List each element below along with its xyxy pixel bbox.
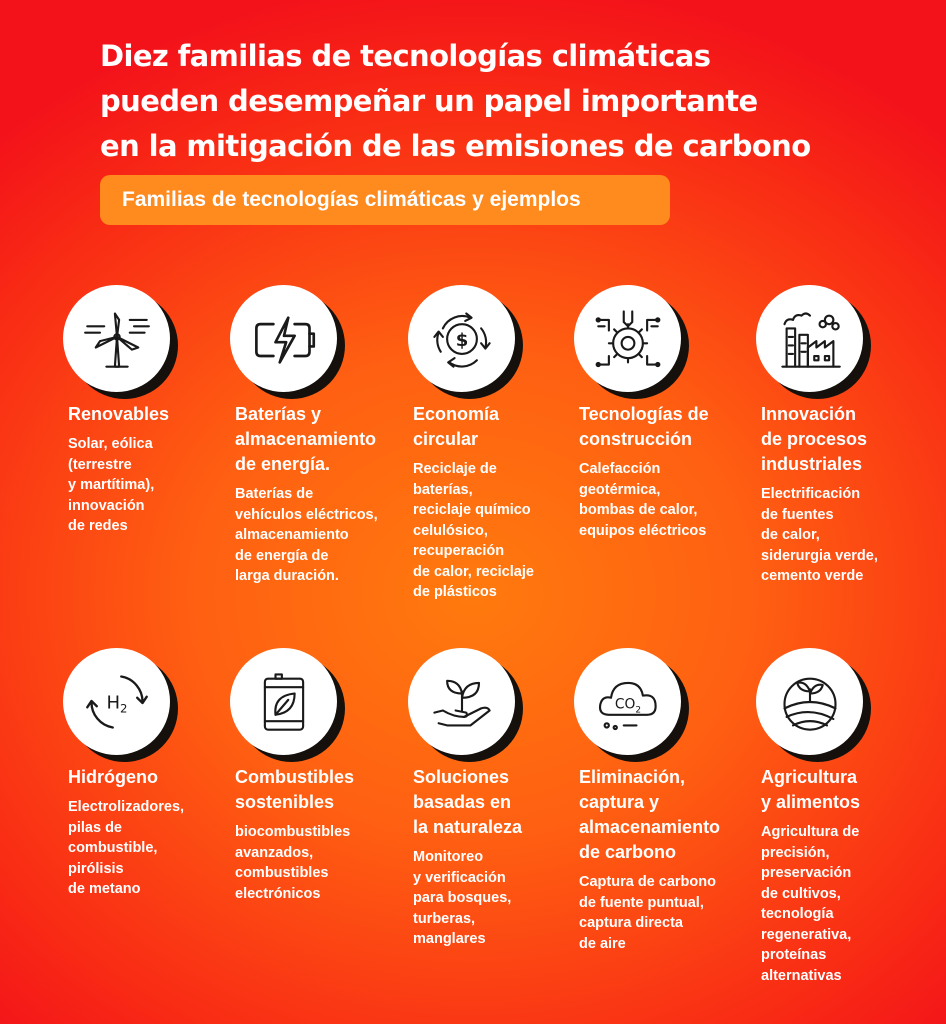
item-description-line: de energía de — [235, 547, 329, 564]
icon-badge — [408, 285, 520, 397]
item-description-line: de fuentes — [761, 506, 834, 523]
plant-hand-icon — [408, 648, 515, 755]
item-description-line: de plásticos — [413, 584, 497, 600]
item-description-line: Baterías de — [235, 486, 314, 502]
item-description-line: de metano — [68, 881, 141, 897]
item-description-line: y martítima), — [68, 477, 155, 493]
item-description-line: para bosques, — [413, 890, 512, 906]
title-line: pueden desempeñar un papel importante — [100, 84, 758, 118]
item-description-line: vehículos eléctricos, — [235, 506, 378, 523]
item-description-line: equipos eléctricos — [579, 522, 707, 539]
co2-cloud-icon — [574, 648, 681, 755]
item-title-line: Baterías y — [235, 404, 322, 424]
item-description — [235, 484, 417, 587]
item-description-line: celulósico, — [413, 522, 488, 539]
item-title — [413, 402, 593, 452]
item-description-line: Calefacción — [579, 461, 661, 477]
item-description-line: combustible, — [68, 840, 158, 856]
item-title — [579, 765, 759, 865]
item-description-line: Solar, eólica — [68, 436, 153, 452]
item-title-line: Combustibles — [235, 767, 355, 787]
item-description-line: combustibles — [235, 865, 329, 881]
item-description-line: Reciclaje de — [413, 461, 497, 477]
icon-badge — [63, 285, 175, 397]
item-description-line: Electrificación — [761, 486, 861, 502]
item-title-line: industriales — [761, 454, 863, 474]
item-description-line: reciclaje químico — [413, 502, 531, 518]
icon-badge — [408, 648, 520, 760]
item-title — [761, 402, 941, 477]
item-description — [68, 434, 250, 537]
item-description-line: de aire — [579, 935, 626, 952]
icon-badge — [756, 648, 868, 760]
item-description-line: (terrestre — [68, 456, 132, 473]
item-title-line: Eliminación, — [579, 767, 686, 787]
item-description-line: manglares — [413, 931, 486, 947]
construction-tools-icon — [574, 285, 681, 392]
item-title — [68, 402, 248, 427]
item-title-line: de carbono — [579, 842, 677, 862]
item-description — [761, 822, 943, 986]
item-title-line: de energía. — [235, 454, 331, 474]
factory-icon — [756, 285, 863, 392]
icon-label: $CO_2$ — [614, 695, 641, 716]
item-title-line: Agricultura — [761, 767, 858, 787]
item-description-line: y verificación — [413, 869, 506, 886]
item-title-line: almacenamiento — [235, 429, 377, 449]
item-title-line: Tecnologías de — [579, 404, 709, 424]
item-description-line: turberas, — [413, 910, 476, 927]
agriculture-field-icon — [756, 648, 863, 755]
item-title-line: de procesos — [761, 429, 868, 449]
item-description-line: Agricultura de — [761, 824, 860, 840]
item-description-line: Monitoreo — [413, 849, 484, 865]
item-description-line: recuperación — [413, 543, 505, 559]
icon-badge — [230, 648, 342, 760]
icon-label: $H_2$ — [105, 691, 128, 716]
item-description — [235, 822, 417, 904]
item-title-line: basadas en — [413, 792, 512, 812]
item-description-line: almacenamiento — [235, 527, 349, 543]
item-description-line: captura directa — [579, 915, 683, 931]
item-title — [235, 765, 415, 815]
item-description — [68, 797, 250, 900]
title-line: Diez familias de tecnologías climáticas — [100, 39, 711, 73]
icon-badge — [574, 648, 686, 760]
item-description-line: bombas de calor, — [579, 502, 698, 518]
wind-turbine-icon — [63, 285, 170, 392]
item-description-line: baterías, — [413, 481, 473, 498]
item-description — [579, 459, 761, 541]
hydrogen-icon — [63, 648, 170, 755]
item-description — [579, 872, 761, 954]
item-description-line: innovación — [68, 497, 145, 514]
fuel-barrel-leaf-icon — [230, 648, 337, 755]
item-description-line: preservación — [761, 865, 852, 881]
subtitle-text: Familias de tecnologías climáticas y ejemplos — [122, 188, 581, 211]
item-title-line: la naturaleza — [413, 817, 523, 837]
page-title — [100, 34, 900, 169]
item-description-line: geotérmica, — [579, 481, 661, 498]
item-description-line: tecnología — [761, 906, 834, 922]
item-description — [413, 459, 595, 603]
item-description-line: cemento verde — [761, 568, 864, 584]
item-description-line: pirólisis — [68, 860, 124, 877]
item-title-line: circular — [413, 429, 479, 449]
item-description — [413, 847, 595, 950]
item-title-line: sostenibles — [235, 792, 335, 812]
item-description-line: siderurgia verde, — [761, 547, 878, 564]
item-title-line: Renovables — [68, 404, 170, 424]
icon-badge — [230, 285, 342, 397]
item-description-line: electrónicos — [235, 885, 321, 902]
item-description-line: Captura de carbono — [579, 874, 716, 890]
item-title-line: construcción — [579, 429, 693, 449]
item-description — [761, 484, 943, 587]
icon-badge — [756, 285, 868, 397]
item-description-line: larga duración. — [235, 568, 339, 584]
item-title-line: Soluciones — [413, 767, 510, 787]
item-title-line: y alimentos — [761, 792, 861, 812]
item-title — [68, 765, 248, 790]
item-title-line: Economía — [413, 404, 500, 424]
item-title — [413, 765, 593, 840]
item-description-line: alternativas — [761, 967, 842, 984]
item-description-line: de calor, — [761, 527, 820, 543]
item-title — [761, 765, 941, 815]
item-description-line: proteínas — [761, 947, 827, 963]
item-description-line: de calor, reciclaje — [413, 563, 534, 580]
item-title — [235, 402, 415, 477]
item-title-line: captura y — [579, 792, 660, 812]
item-description-line: biocombustibles — [235, 824, 351, 840]
item-description-line: de redes — [68, 518, 128, 534]
item-description-line: precisión, — [761, 844, 830, 861]
item-description-line: de fuente puntual, — [579, 894, 704, 911]
subtitle-badge — [100, 175, 670, 225]
item-description-line: avanzados, — [235, 844, 314, 861]
item-title — [579, 402, 759, 452]
item-description-line: de cultivos, — [761, 885, 841, 902]
item-title-line: Innovación — [761, 404, 857, 424]
item-description-line: pilas de — [68, 819, 122, 836]
item-title-line: Hidrógeno — [68, 767, 158, 787]
icon-badge — [63, 648, 175, 760]
item-title-line: almacenamiento — [579, 817, 721, 837]
icon-badge — [574, 285, 686, 397]
battery-icon — [230, 285, 337, 392]
item-description-line: Electrolizadores, — [68, 799, 185, 815]
item-description-line: regenerativa, — [761, 926, 852, 943]
circular-economy-icon — [408, 285, 515, 392]
title-line: en la mitigación de las emisiones de carbono — [100, 129, 811, 163]
